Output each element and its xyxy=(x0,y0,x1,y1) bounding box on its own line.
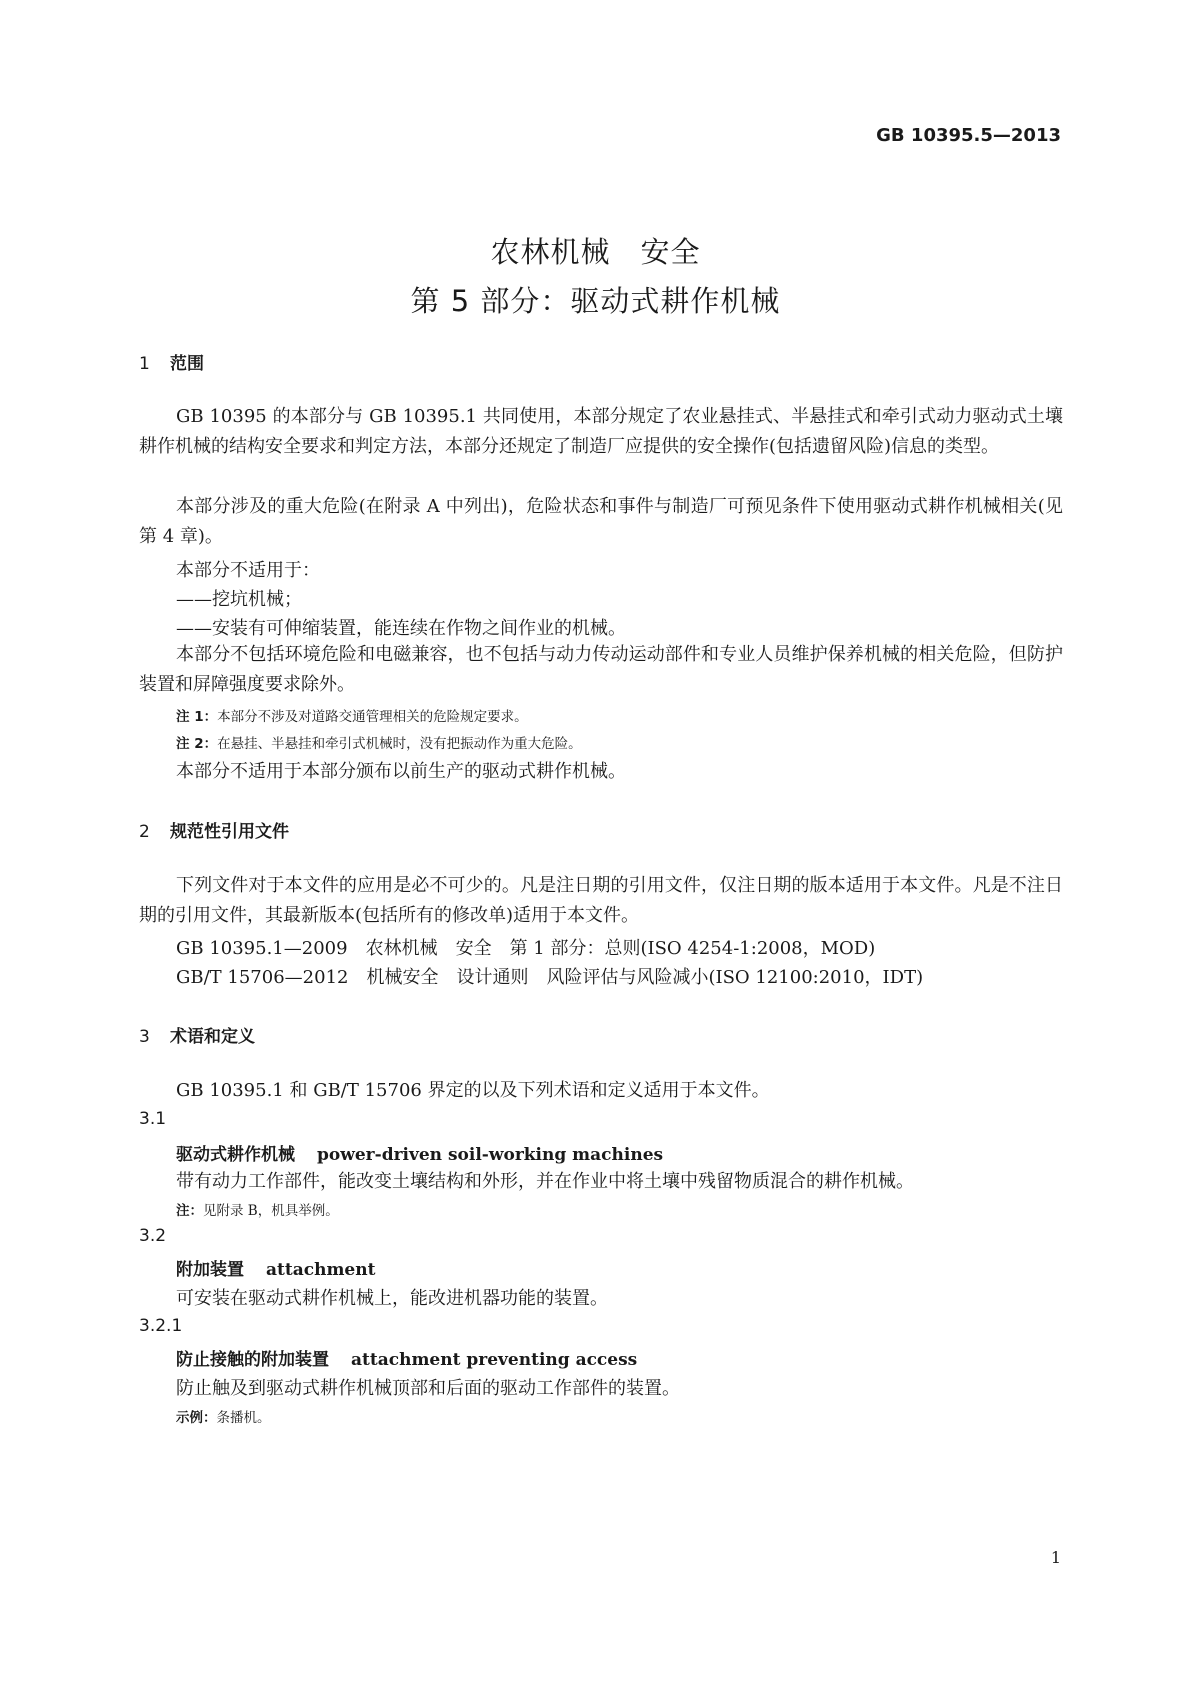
term-english: power-driven soil-working machines xyxy=(317,1145,664,1165)
note-text: 本部分不涉及对道路交通管理相关的危险规定要求。 xyxy=(217,709,528,725)
note xyxy=(176,732,582,752)
note xyxy=(176,1199,339,1219)
term-entry xyxy=(176,1345,637,1370)
clause-number: 3.2.1 xyxy=(139,1316,183,1336)
note-text: 见附录 B，机具举例。 xyxy=(203,1203,339,1219)
term-definition: 防止触及到驱动式耕作机械顶部和后面的驱动工作部件的装置。 xyxy=(176,1378,680,1399)
section-number: 1 xyxy=(139,354,150,374)
term-definition: 带有动力工作部件，能改变土壤结构和外形，并在作业中将土壤中残留物质混合的耕作机械。 xyxy=(176,1171,914,1192)
reference-entry: GB 10395.1—2009 农林机械 安全 第 1 部分：总则(ISO 4254-1:2008，MOD) xyxy=(176,938,876,959)
paragraph: 本部分不包括环境危险和电磁兼容，也不包括与动力传动运动部件和专业人员维护保养机械的相关危险，但防护装置和屏障强度要求除外。 xyxy=(139,644,1063,695)
term-entry xyxy=(176,1255,375,1280)
term-chinese: 防止接触的附加装置 xyxy=(176,1350,329,1370)
paragraph: 本部分不适用于本部分颁布以前生产的驱动式耕作机械。 xyxy=(176,761,626,782)
note-label: 注 2： xyxy=(176,736,218,752)
note-label: 注： xyxy=(176,1203,203,1219)
standard-code: GB 10395.5—2013 xyxy=(876,125,1061,146)
term-entry xyxy=(176,1140,663,1165)
note-label: 注 1： xyxy=(176,709,218,725)
note xyxy=(176,705,528,725)
section-number: 2 xyxy=(139,822,150,842)
paragraph: 本部分不适用于： xyxy=(176,560,320,581)
document-title: 农林机械 安全 xyxy=(490,235,701,269)
section-title: 规范性引用文件 xyxy=(170,822,289,842)
term-definition: 可安装在驱动式耕作机械上，能改进机器功能的装置。 xyxy=(176,1288,608,1309)
section-title: 范围 xyxy=(170,354,204,374)
example-text: 条播机。 xyxy=(216,1410,271,1426)
list-item: ——安装有可伸缩装置，能连续在作物之间作业的机械。 xyxy=(176,618,626,639)
paragraph: 下列文件对于本文件的应用是必不可少的。凡是注日期的引用文件，仅注日期的版本适用于本文件。凡是不注日期的引用文件，其最新版本(包括所有的修改单)适用于本文件。 xyxy=(139,875,1063,926)
section-1-heading xyxy=(139,349,204,374)
reference-entry: GB/T 15706—2012 机械安全 设计通则 风险评估与风险减小(ISO 12100:2010，IDT) xyxy=(176,967,924,988)
example-label: 示例： xyxy=(176,1410,217,1426)
term-english: attachment preventing access xyxy=(351,1350,638,1370)
term-chinese: 附加装置 xyxy=(176,1260,244,1280)
term-english: attachment xyxy=(266,1260,376,1280)
section-number: 3 xyxy=(139,1027,150,1047)
note-text: 在悬挂、半悬挂和牵引式机械时，没有把振动作为重大危险。 xyxy=(217,736,582,752)
paragraph: 本部分涉及的重大危险(在附录 A 中列出)，危险状态和事件与制造厂可预见条件下使用驱动式耕作机械相关(见第 4 章)。 xyxy=(139,496,1063,547)
page-number: 1 xyxy=(1050,1548,1061,1567)
section-title: 术语和定义 xyxy=(170,1027,255,1047)
section-3-heading xyxy=(139,1022,255,1047)
paragraph: GB 10395 的本部分与 GB 10395.1 共同使用，本部分规定了农业悬挂式、半悬挂式和牵引式动力驱动式土壤耕作机械的结构安全要求和判定方法，本部分还规定了制造厂应提供的安全操作(包括遗留风险)信息的类型。 xyxy=(139,406,1063,457)
list-item: ——挖坑机械； xyxy=(176,589,302,610)
document-subtitle: 第 5 部分：驱动式耕作机械 xyxy=(410,284,781,318)
example xyxy=(176,1406,271,1426)
section-2-heading xyxy=(139,817,289,842)
paragraph: GB 10395.1 和 GB/T 15706 界定的以及下列术语和定义适用于本文件。 xyxy=(176,1080,770,1101)
clause-number: 3.1 xyxy=(139,1109,167,1129)
clause-number: 3.2 xyxy=(139,1226,167,1246)
term-chinese: 驱动式耕作机械 xyxy=(176,1145,295,1165)
